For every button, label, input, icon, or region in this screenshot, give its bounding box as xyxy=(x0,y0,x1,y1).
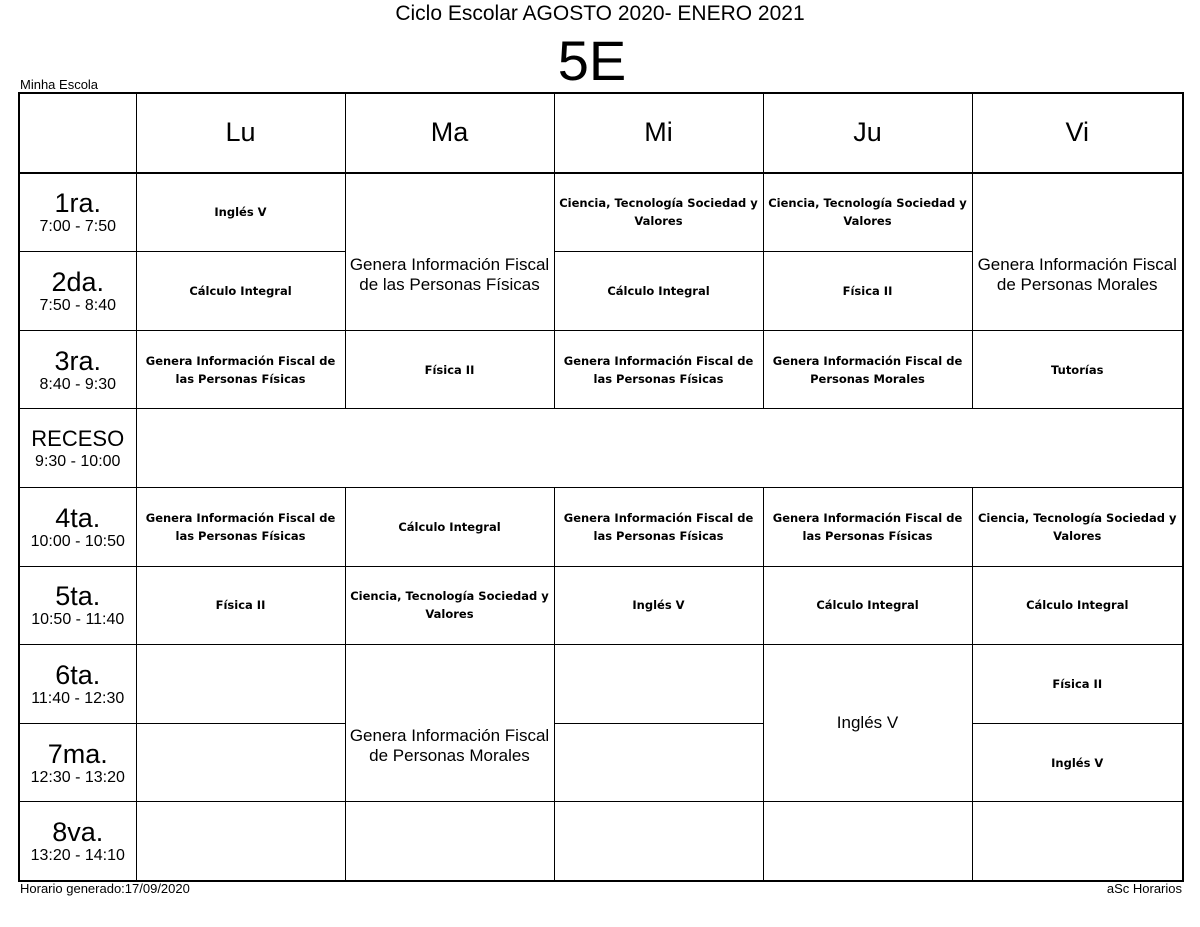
period-label xyxy=(19,802,136,881)
group-title: 5E xyxy=(557,29,627,92)
lesson-text: Inglés V xyxy=(836,713,899,733)
lesson-cell: Física II xyxy=(136,566,345,645)
empty-cell xyxy=(763,802,972,881)
period-row-3 xyxy=(19,330,1183,409)
lesson-cell xyxy=(345,645,554,802)
day-header-ma: Ma xyxy=(345,93,554,173)
lesson-cell: Cálculo Integral xyxy=(763,566,972,645)
period-row-8 xyxy=(19,802,1183,881)
lesson-cell: Física II xyxy=(972,645,1183,724)
lesson-text: Genera Información Fiscal de las Personas Físicas xyxy=(349,254,550,294)
lesson-cell: Ciencia, Tecnología Sociedad y Valores xyxy=(345,566,554,645)
lesson-cell: Física II xyxy=(763,252,972,331)
school-name: Minha Escola xyxy=(20,77,99,92)
period-name: 6ta. xyxy=(55,659,101,690)
lesson-cell: Inglés V xyxy=(554,566,763,645)
lesson-cell: Genera Información Fiscal de las Personas Físicas xyxy=(554,487,763,566)
period-row-4 xyxy=(19,487,1183,566)
period-row-7 xyxy=(19,723,1183,802)
lesson-cell xyxy=(763,645,972,802)
timetable xyxy=(18,92,1184,882)
period-name: 5ta. xyxy=(55,581,101,612)
day-header-mi: Mi xyxy=(554,93,763,173)
period-label xyxy=(19,409,136,488)
empty-cell xyxy=(136,645,345,724)
period-label xyxy=(19,723,136,802)
empty-cell xyxy=(972,802,1183,881)
lesson-text: Genera Información Fiscal de Personas Morales xyxy=(349,726,550,766)
period-label xyxy=(19,566,136,645)
lesson-cell: Ciencia, Tecnología Sociedad y Valores xyxy=(972,487,1183,566)
lesson-cell: Cálculo Integral xyxy=(136,252,345,331)
recess-cell xyxy=(136,409,1183,488)
cycle-title: Ciclo Escolar AGOSTO 2020- ENERO 2021 xyxy=(395,2,805,25)
empty-cell xyxy=(554,802,763,881)
lesson-cell: Ciencia, Tecnología Sociedad y Valores xyxy=(554,173,763,252)
period-name: 2da. xyxy=(51,266,105,297)
period-name: 7ma. xyxy=(47,738,108,769)
day-header-row xyxy=(19,93,1183,173)
lesson-text: Genera Información Fiscal de Personas Morales xyxy=(977,254,1177,294)
lesson-cell: Inglés V xyxy=(136,173,345,252)
period-time: 12:30 - 13:20 xyxy=(30,768,125,786)
corner-cell xyxy=(19,93,136,173)
period-row-5 xyxy=(19,566,1183,645)
period-label xyxy=(19,330,136,409)
lesson-cell: Cálculo Integral xyxy=(345,487,554,566)
period-label xyxy=(19,173,136,252)
period-label xyxy=(19,487,136,566)
period-name: RECESO xyxy=(31,426,125,452)
period-time: 11:40 - 12:30 xyxy=(31,689,125,707)
lesson-cell: Física II xyxy=(345,330,554,409)
empty-cell xyxy=(136,802,345,881)
period-name: 8va. xyxy=(52,817,104,848)
period-time: 10:50 - 11:40 xyxy=(31,611,125,629)
period-row-1 xyxy=(19,173,1183,252)
software-credit: aSc Horarios xyxy=(1106,881,1182,896)
period-time: 9:30 - 10:00 xyxy=(35,453,121,471)
lesson-cell: Inglés V xyxy=(972,723,1183,802)
day-header-vi: Vi xyxy=(972,93,1183,173)
recess-row xyxy=(19,409,1183,488)
period-row-6 xyxy=(19,645,1183,724)
lesson-cell xyxy=(972,173,1183,331)
empty-cell xyxy=(136,723,345,802)
lesson-cell: Genera Información Fiscal de Personas Morales xyxy=(763,330,972,409)
lesson-cell: Tutorías xyxy=(972,330,1183,409)
period-label xyxy=(19,252,136,331)
period-label xyxy=(19,645,136,724)
empty-cell xyxy=(554,645,763,724)
period-time: 7:00 - 7:50 xyxy=(39,218,116,236)
period-time: 8:40 - 9:30 xyxy=(39,375,116,393)
lesson-cell: Genera Información Fiscal de las Personas Físicas xyxy=(554,330,763,409)
period-name: 1ra. xyxy=(54,188,102,219)
period-time: 10:00 - 10:50 xyxy=(30,532,125,550)
period-time: 7:50 - 8:40 xyxy=(39,296,116,314)
lesson-cell: Genera Información Fiscal de las Personas Físicas xyxy=(763,487,972,566)
period-name: 4ta. xyxy=(55,502,101,533)
lesson-cell: Cálculo Integral xyxy=(972,566,1183,645)
period-time: 13:20 - 14:10 xyxy=(30,847,125,865)
lesson-cell: Cálculo Integral xyxy=(554,252,763,331)
day-header-lu: Lu xyxy=(136,93,345,173)
lesson-cell xyxy=(345,173,554,331)
period-name: 3ra. xyxy=(54,345,102,376)
lesson-cell: Genera Información Fiscal de las Personas Físicas xyxy=(136,487,345,566)
empty-cell xyxy=(345,802,554,881)
day-header-ju: Ju xyxy=(763,93,972,173)
lesson-cell: Ciencia, Tecnología Sociedad y Valores xyxy=(763,173,972,252)
empty-cell xyxy=(554,723,763,802)
generated-date: Horario generado:17/09/2020 xyxy=(20,881,190,896)
lesson-cell: Genera Información Fiscal de las Personas Físicas xyxy=(136,330,345,409)
